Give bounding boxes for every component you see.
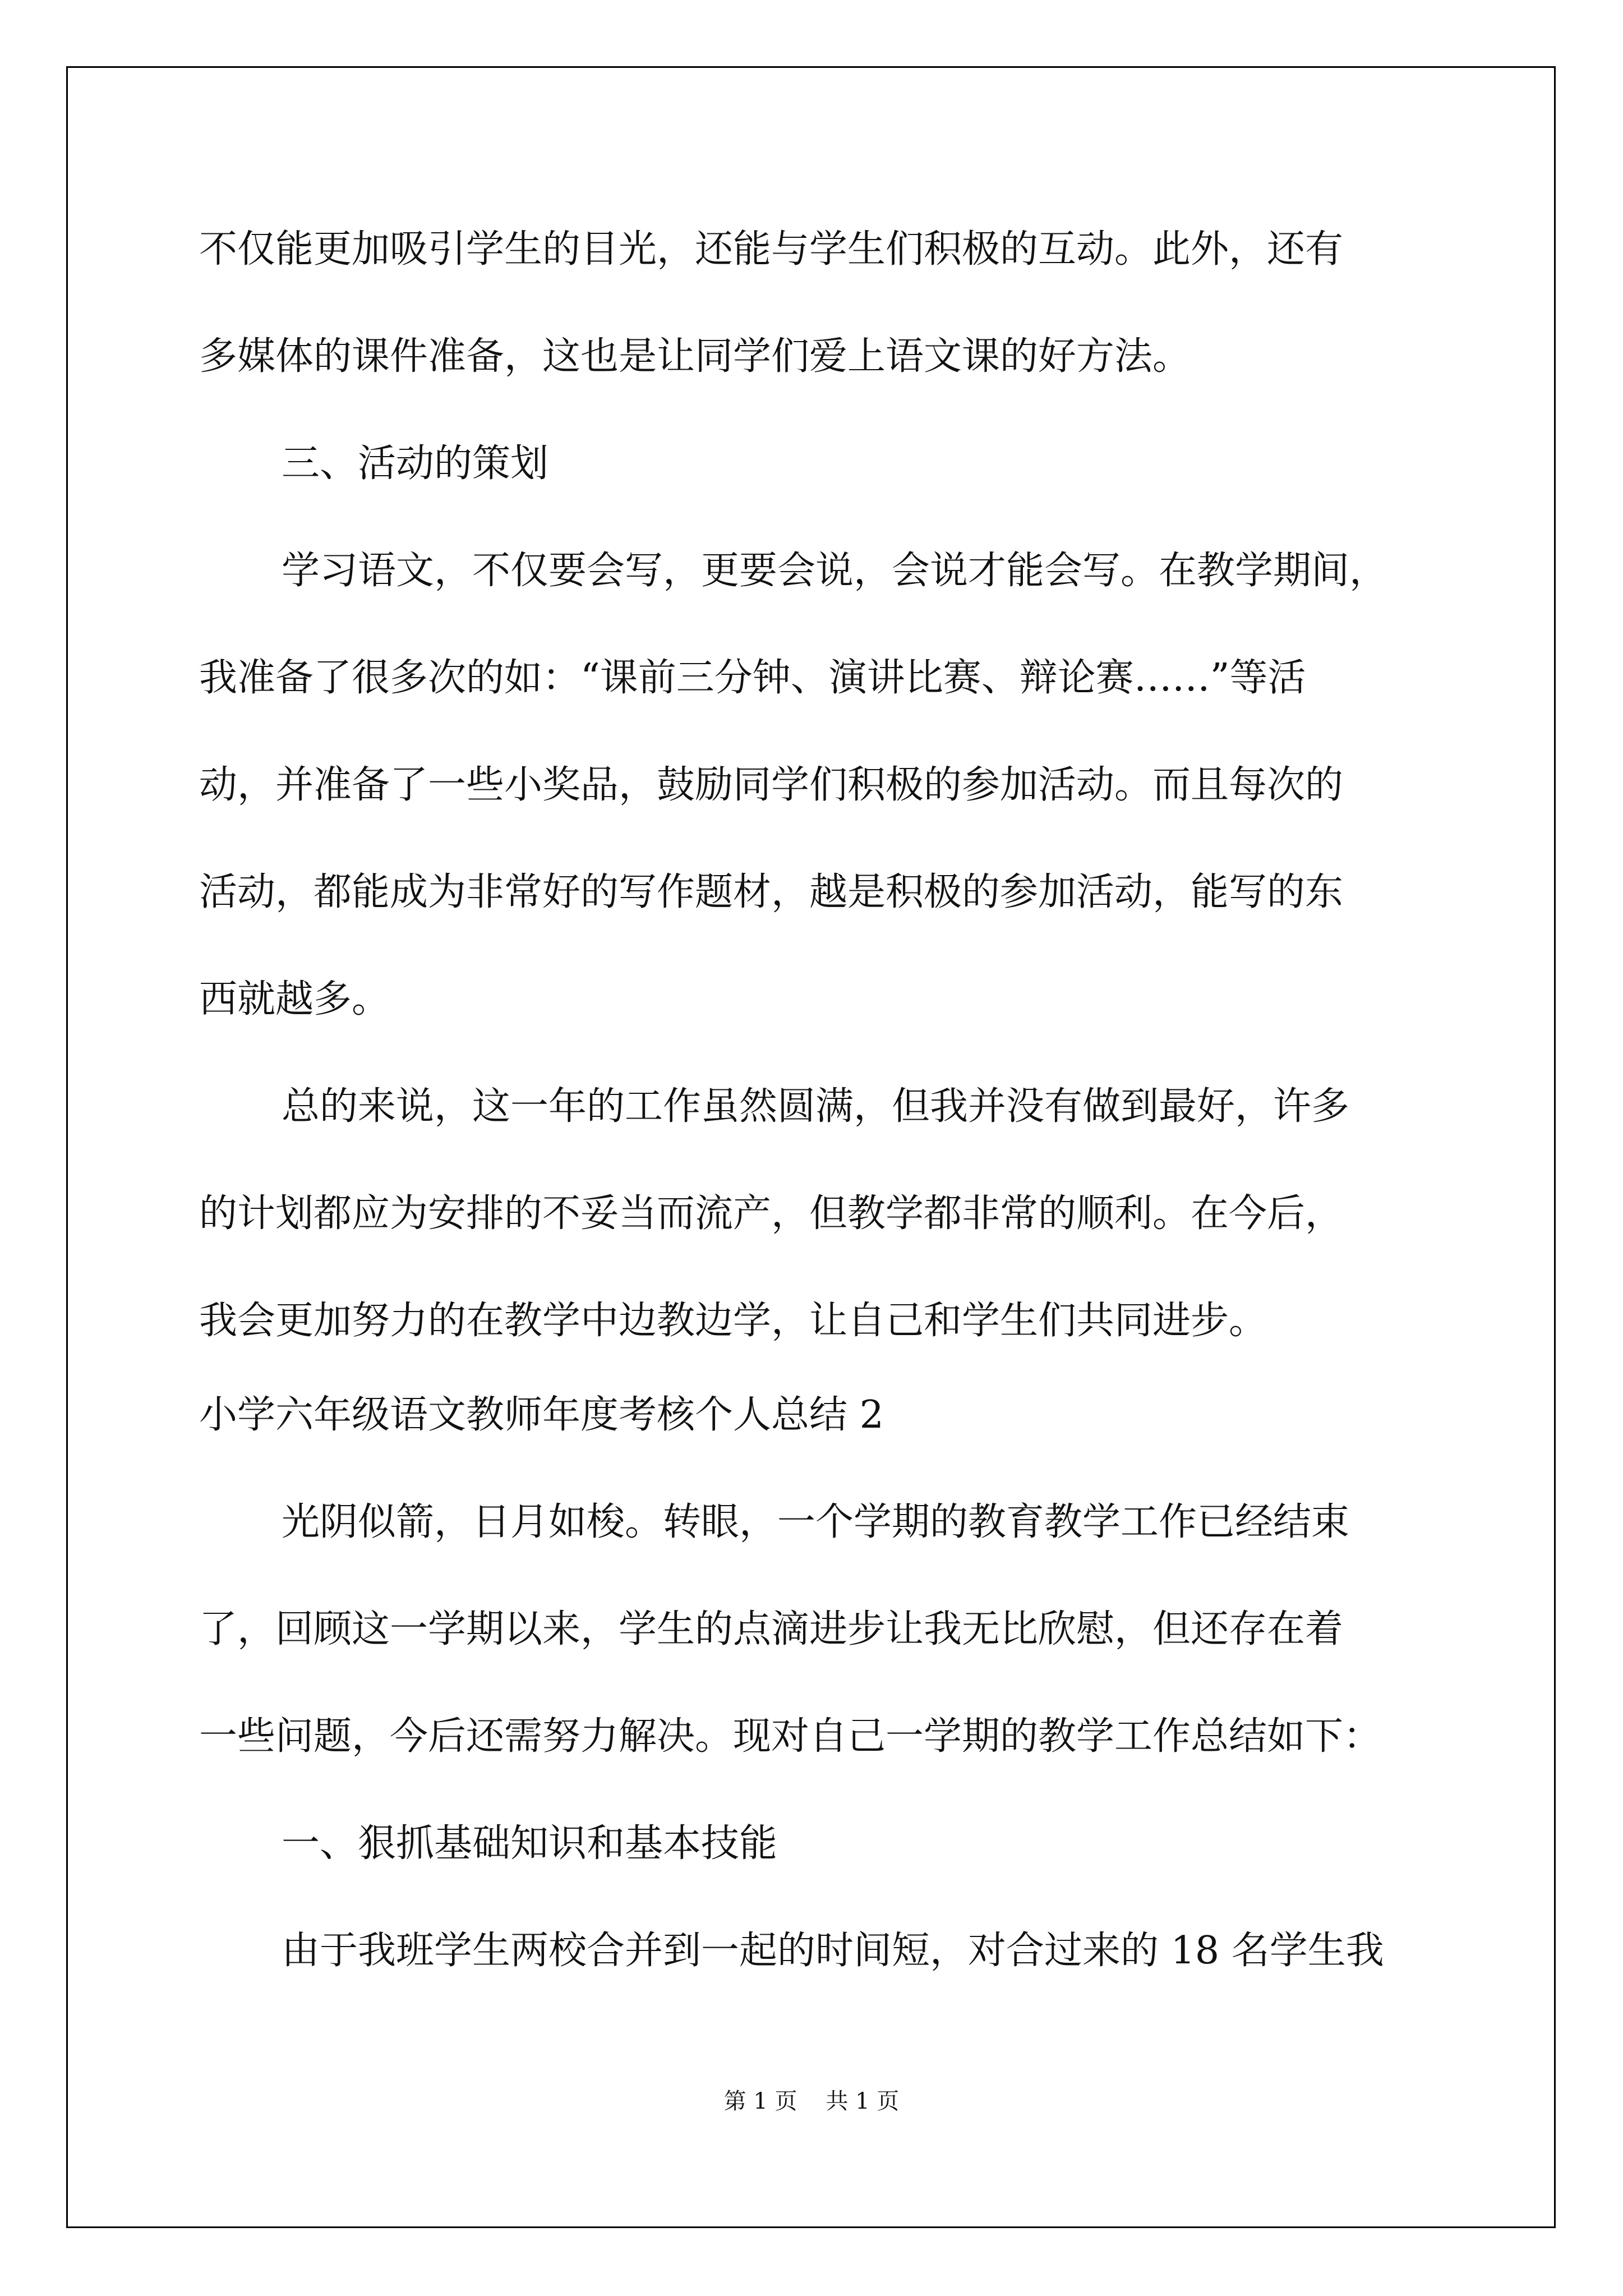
section-heading: 三、活动的策划 — [282, 441, 549, 486]
paragraph-line: 我准备了很多次的如：“课前三分钟、演讲比赛、辩论赛……”等活 — [199, 656, 1306, 700]
page-border — [66, 66, 1556, 2228]
page-footer — [0, 2086, 1623, 2116]
paragraph-line: 我会更加努力的在教学中边教边学，让自己和学生们共同进步。 — [199, 1299, 1267, 1343]
paragraph-line: 活动，都能成为非常好的写作题材，越是积极的参加活动，能写的东 — [199, 870, 1344, 914]
section-heading: 一、狠抓基础知识和基本技能 — [282, 1821, 778, 1866]
document-title: 小学六年级语文教师年度考核个人总结 2 — [199, 1393, 884, 1437]
paragraph-line: 一些问题，今后还需努力解决。现对自己一学期的教学工作总结如下： — [199, 1714, 1382, 1759]
paragraph-line: 由于我班学生两校合并到一起的时间短，对合过来的 18 名学生我 — [282, 1929, 1384, 1973]
paragraph-line: 不仅能更加吸引学生的目光，还能与学生们积极的互动。此外，还有 — [199, 227, 1344, 272]
paragraph-line: 了，回顾这一学期以来，学生的点滴进步让我无比欣慰，但还存在着 — [199, 1607, 1344, 1651]
page-total: 共 1 页 — [826, 2088, 900, 2114]
paragraph-line: 总的来说，这一年的工作虽然圆满，但我并没有做到最好，许多 — [282, 1084, 1350, 1129]
paragraph-line: 西就越多。 — [199, 977, 390, 1022]
page-number: 第 1 页 — [723, 2088, 797, 2114]
paragraph-line: 动，并准备了一些小奖品，鼓励同学们积极的参加活动。而且每次的 — [199, 763, 1344, 807]
paragraph-line: 的计划都应为安排的不妥当而流产，但教学都非常的顺利。在今后， — [199, 1191, 1344, 1236]
paragraph-line: 光阴似箭，日月如梭。转眼，一个学期的教育教学工作已经结束 — [282, 1500, 1350, 1544]
paragraph-line: 学习语文，不仅要会写，更要会说，会说才能会写。在教学期间， — [282, 549, 1388, 593]
paragraph-line: 多媒体的课件准备，这也是让同学们爱上语文课的好方法。 — [199, 334, 1191, 379]
